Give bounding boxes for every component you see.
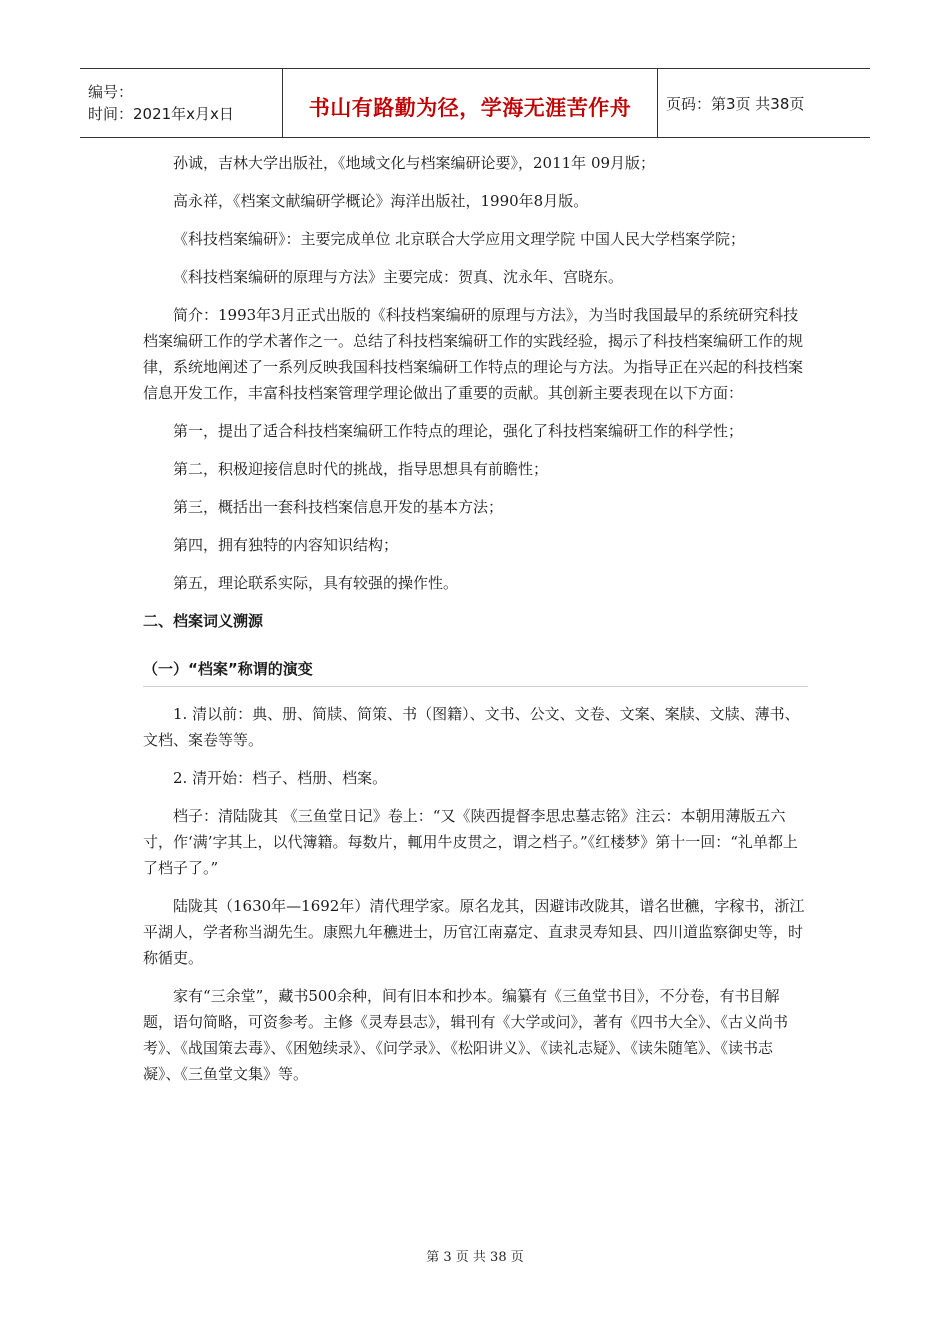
body-paragraph: 家有“三余堂”，藏书500余种，间有旧本和抄本。编纂有《三鱼堂书目》，不分卷，有书目解题，语句简略，可资参考。主修《灵寿县志》，辑刊有《大学或问》，著有《四书大全》、《古义尚书考》、《战国策去毒》、《困勉续录》、《问学录》、《松阳讲义》、《读礼志疑》、《读朱随笔》、《读书志凝》、《三鱼堂文集》等。 (143, 987, 789, 1083)
list-item: 第四，拥有独特的内容知识结构； (173, 536, 399, 554)
page-footer: 第 3 页 共 38 页 (426, 1250, 524, 1265)
body-paragraph: 1. 清以前：典、册、简牍、简策、书（图籍）、文书、公文、文卷、文案、案牍、文牍、薄书、文档、案卷等等。 (143, 705, 800, 749)
document-date-label: 时间：2021年x月x日 (88, 105, 234, 123)
header-meta (80, 69, 283, 137)
reference-paragraph: 高永祥，《档案文献编研学概论》海洋出版社，1990年8月版。 (173, 192, 589, 210)
reference-paragraph: 《科技档案编研的原理与方法》主要完成：贺真、沈永年、宫晓东。 (173, 268, 624, 286)
intro-paragraph: 简介：1993年3月正式出版的《科技档案编研的原理与方法》，为当时我国最早的系统研究科技档案编研工作的学术著作之一。总结了科技档案编研工作的实践经验，揭示了科技档案编研工作的规律，系统地阐述了一系列反映我国科技档案编研工作特点的理论与方法。为指导正在兴起的科技档案信息开发工作，丰富科技档案管理学理论做出了重要的贡献。其创新主要表现在以下方面： (143, 306, 804, 402)
header-motto: 书山有路勤为径，学海无涯苦作舟 (308, 96, 632, 120)
list-item: 第五，理论联系实际，具有较强的操作性。 (173, 574, 459, 592)
header-motto-cell (283, 69, 658, 137)
page-header (80, 68, 870, 138)
body-paragraph: 档子：清陆陇其 《三鱼堂日记》卷上：“又《陕西提督李思忠墓志铭》注云：本朝用薄版五六寸，作‘满’字其上，以代簿籍。每数片，輒用牛皮贯之，谓之档子。”《红楼梦》第十一回：“礼单都上了档子了。” (143, 807, 798, 877)
header-page-number: 页码：第3页 共38页 (666, 94, 805, 113)
header-page-cell (658, 69, 870, 137)
subsection-heading: （一）“档案”称谓的演变 (143, 660, 313, 678)
reference-paragraph: 孙诚，吉林大学出版社，《地域文化与档案编研论要》，2011年 09月版； (173, 154, 656, 172)
reference-paragraph: 《科技档案编研》：主要完成单位 北京联合大学应用文理学院 中国人民大学档案学院； (173, 230, 746, 248)
section-heading: 二、档案词义溯源 (143, 612, 264, 630)
list-item: 第二，积极迎接信息时代的挑战，指导思想具有前瞻性； (173, 460, 549, 478)
document-number-label: 编号： (88, 83, 134, 101)
body-paragraph: 陆陇其（1630年—1692年）清代理学家。原名龙其，因避讳改陇其，谱名世穮，字稼书，浙江平湖人，学者称当湖先生。康熙九年穮进士，历官江南嘉定、直隶灵寿知县、四川道监察御史等，时称循吏。 (143, 897, 805, 967)
list-item: 第三，概括出一套科技档案信息开发的基本方法； (173, 498, 504, 516)
document-body (143, 150, 808, 1087)
body-paragraph: 2. 清开始：档子、档册、档案。 (173, 769, 388, 787)
list-item: 第一，提出了适合科技档案编研工作特点的理论，强化了科技档案编研工作的科学性； (173, 422, 744, 440)
